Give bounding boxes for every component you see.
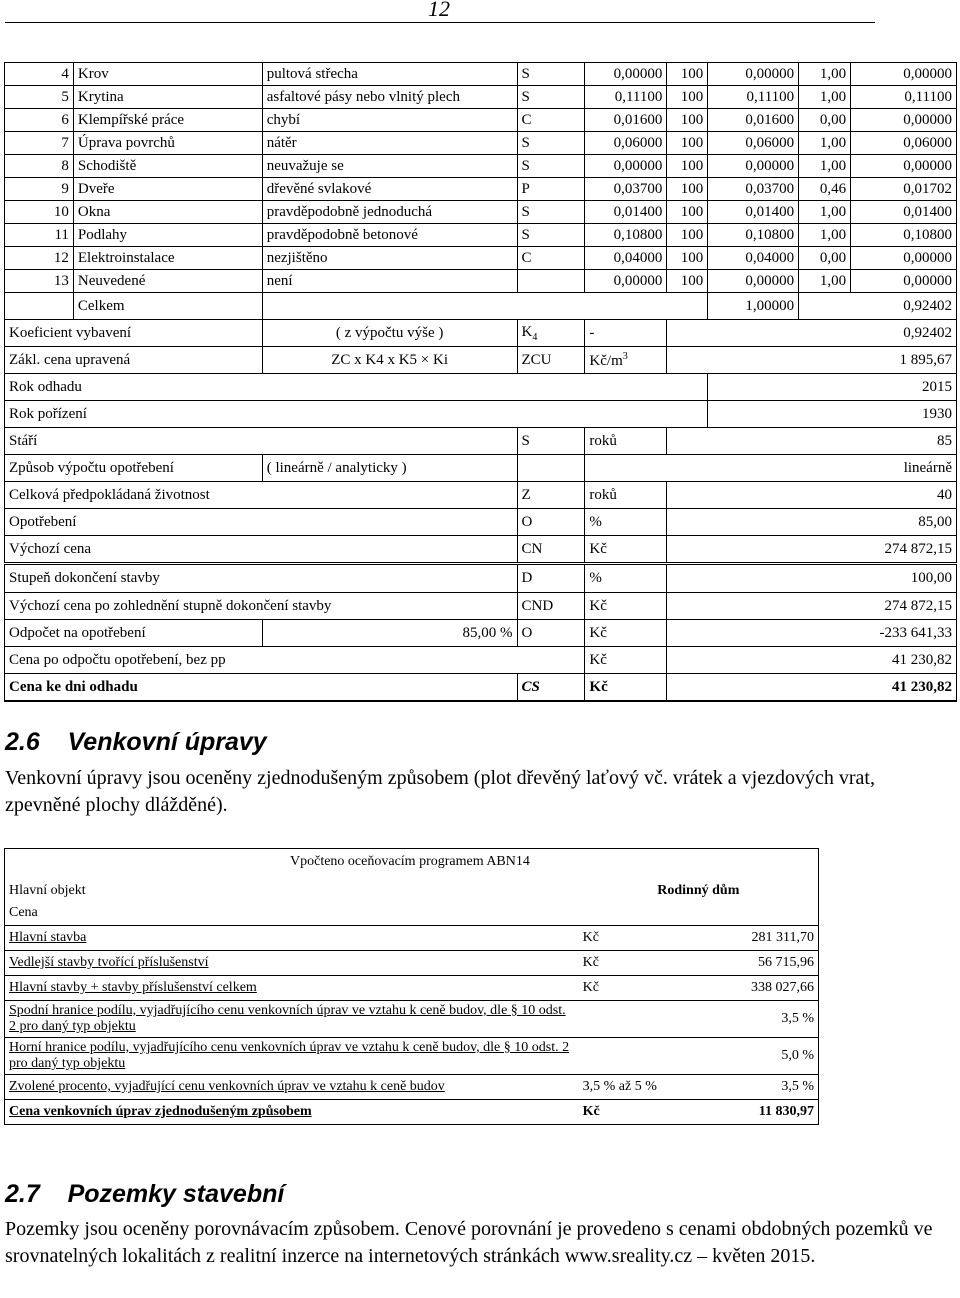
item-desc: nezjištěno: [262, 247, 517, 270]
abn-row-unit: 3,5 % až 5 %: [579, 1075, 704, 1100]
abn-row: [5, 1075, 819, 1100]
item-cat: C: [517, 109, 585, 132]
stupen-value: 100,00: [667, 564, 957, 593]
zpusob-value: lineárně: [585, 455, 957, 482]
item-pct: 100: [667, 63, 708, 86]
zakl-symbol: ZCU: [517, 347, 585, 374]
item-v2: 0,06000: [708, 132, 799, 155]
item-name: Neuvedené: [73, 270, 262, 293]
stupen-unit: %: [585, 564, 667, 593]
item-row: [5, 109, 957, 132]
abn-row-label: Horní hranice podílu, vyjadřujícího cenu venkovních úprav ve vztahu k ceně budov, dle § 10 odst. 2 pro daný typ objektu: [5, 1038, 579, 1075]
odpocet-value: -233 641,33: [667, 620, 957, 647]
rok-porizeni-value: 1930: [708, 401, 957, 428]
item-row: [5, 224, 957, 247]
item-res: 0,10800: [851, 224, 957, 247]
item-name: Dveře: [73, 178, 262, 201]
abn-cena-label: Cena: [5, 901, 819, 926]
item-desc: pravděpodobně betonové: [262, 224, 517, 247]
celkem-label: Celkem: [73, 293, 262, 320]
vychozi-symbol: CN: [517, 536, 585, 564]
item-cat: [517, 270, 585, 293]
abn-cena-row: [5, 901, 819, 926]
celkem-v2: 1,00000: [708, 293, 799, 320]
zakl-row: [5, 347, 957, 374]
item-v1: 0,01600: [585, 109, 667, 132]
vychozi-d-unit: Kč: [585, 593, 667, 620]
zivotnost-symbol: Z: [517, 482, 585, 509]
zivotnost-value: 40: [667, 482, 957, 509]
koef-label: Koeficient vybavení: [5, 320, 263, 347]
item-cat: S: [517, 86, 585, 109]
zivotnost-unit: roků: [585, 482, 667, 509]
item-cat: S: [517, 201, 585, 224]
abn-row-label: Vedlejší stavby tvořící příslušenství: [5, 951, 579, 976]
item-no: 10: [5, 201, 74, 224]
vychozi-d-row: [5, 593, 957, 620]
item-row: [5, 132, 957, 155]
abn-row-value: 281 311,70: [704, 926, 819, 951]
cena-ke-dni-label: Cena ke dni odhadu: [5, 674, 518, 702]
zivotnost-row: [5, 482, 957, 509]
koef-note: ( z výpočtu výše ): [262, 320, 517, 347]
item-v1: 0,11100: [585, 86, 667, 109]
item-v1: 0,00000: [585, 63, 667, 86]
header-rule: [5, 22, 875, 23]
abn-row-unit: [579, 1038, 704, 1075]
stari-value: 85: [667, 428, 957, 455]
item-v2: 0,00000: [708, 63, 799, 86]
item-v2: 0,01400: [708, 201, 799, 224]
koef-value: 0,92402: [667, 320, 957, 347]
item-k: 1,00: [799, 201, 851, 224]
section-2-7-text: Pozemky jsou oceněny porovnávacím způsobem. Cenové porovnání je provedeno s cenami obdobných pozemků ve srovnatelných lokalitách z realitní inzerce na internetových stránkách www.sreality.cz – květen 2015.: [5, 1218, 933, 1267]
item-res: 0,01702: [851, 178, 957, 201]
cena-ke-dni-value: 41 230,82: [667, 674, 957, 702]
item-v2: 0,04000: [708, 247, 799, 270]
stari-unit: roků: [585, 428, 667, 455]
item-res: 0,11100: [851, 86, 957, 109]
abn-hlavni-objekt-label: Hlavní objekt: [5, 849, 579, 902]
item-no: 9: [5, 178, 74, 201]
item-pct: 100: [667, 86, 708, 109]
item-res: 0,00000: [851, 247, 957, 270]
abn-row-value: 338 027,66: [704, 976, 819, 1001]
item-v1: 0,01400: [585, 201, 667, 224]
abn-row-unit: Kč: [579, 951, 704, 976]
abn-row-label: Cena venkovních úprav zjednodušeným způsobem: [5, 1100, 579, 1125]
section-heading-2-6: 2.6 Venkovní úpravy: [5, 728, 267, 756]
abn-row-label: Spodní hranice podílu, vyjadřujícího cenu venkovních úprav ve vztahu k ceně budov, dle § 10 odst. 2 pro daný typ objektu: [5, 1001, 579, 1038]
item-desc: pultová střecha: [262, 63, 517, 86]
item-no: 7: [5, 132, 74, 155]
odpocet-unit: Kč: [585, 620, 667, 647]
zakl-value: 1 895,67: [667, 347, 957, 374]
opotrebeni-row: [5, 509, 957, 536]
cena-ke-dni-symbol: CS: [517, 674, 585, 702]
item-k: 1,00: [799, 224, 851, 247]
item-pct: 100: [667, 224, 708, 247]
abn-row: [5, 1038, 819, 1075]
item-pct: 100: [667, 155, 708, 178]
cena-pp-row: [5, 647, 957, 674]
item-pct: 100: [667, 201, 708, 224]
zpusob-note: ( lineárně / analyticky ): [262, 455, 517, 482]
rok-odhadu-label: Rok odhadu: [5, 374, 708, 401]
abn-table: [4, 848, 819, 1125]
vychozi-d-value: 274 872,15: [667, 593, 957, 620]
item-no: 8: [5, 155, 74, 178]
vychozi-row: [5, 536, 957, 564]
item-pct: 100: [667, 109, 708, 132]
abn-row-label: Hlavní stavba: [5, 926, 579, 951]
item-v1: 0,04000: [585, 247, 667, 270]
stari-label: Stáří: [5, 428, 518, 455]
zakl-unit: $Kč/m^3$: [585, 347, 667, 374]
item-no: 5: [5, 86, 74, 109]
item-row: [5, 247, 957, 270]
item-res: 0,00000: [851, 155, 957, 178]
item-no: 11: [5, 224, 74, 247]
item-desc: neuvažuje se: [262, 155, 517, 178]
item-v1: 0,00000: [585, 270, 667, 293]
item-name: Podlahy: [73, 224, 262, 247]
vychozi-d-symbol: CND: [517, 593, 585, 620]
abn-header: Vpočteno oceňovacím programem ABN14: [290, 854, 530, 869]
abn-row-unit: Kč: [579, 976, 704, 1001]
koef-row: [5, 320, 957, 347]
koef-symbol: $K_4$: [517, 320, 585, 347]
item-cat: P: [517, 178, 585, 201]
item-k: 0,46: [799, 178, 851, 201]
rok-porizeni-row: [5, 401, 957, 428]
item-v1: 0,10800: [585, 224, 667, 247]
item-row: [5, 86, 957, 109]
zpusob-label: Způsob výpočtu opotřebení: [5, 455, 263, 482]
zakl-label: Zákl. cena upravená: [5, 347, 263, 374]
stupen-label: Stupeň dokončení stavby: [5, 564, 518, 593]
stupen-symbol: D: [517, 564, 585, 593]
abn-row-value: 5,0 %: [704, 1038, 819, 1075]
vychozi-d-label: Výchozí cena po zohlednění stupně dokončení stavby: [5, 593, 518, 620]
item-k: 1,00: [799, 132, 851, 155]
abn-row: [5, 951, 819, 976]
cena-pp-value: 41 230,82: [667, 647, 957, 674]
item-name: Okna: [73, 201, 262, 224]
item-desc: není: [262, 270, 517, 293]
item-k: 1,00: [799, 86, 851, 109]
abn-row: [5, 926, 819, 951]
item-no: 6: [5, 109, 74, 132]
item-res: 0,00000: [851, 63, 957, 86]
stupen-row: [5, 564, 957, 593]
item-v2: 0,00000: [708, 270, 799, 293]
celkem-result: 0,92402: [799, 293, 957, 320]
item-res: 0,01400: [851, 201, 957, 224]
item-v1: 0,03700: [585, 178, 667, 201]
abn-row-value: 3,5 %: [704, 1001, 819, 1038]
item-v1: 0,00000: [585, 155, 667, 178]
rok-porizeni-label: Rok pořízení: [5, 401, 708, 428]
abn-row-label: Zvolené procento, vyjadřující cenu venkovních úprav ve vztahu k ceně budov: [5, 1075, 579, 1100]
item-v2: 0,10800: [708, 224, 799, 247]
item-name: Úprava povrchů: [73, 132, 262, 155]
odpocet-row: [5, 620, 957, 647]
abn-row: [5, 1001, 819, 1038]
item-k: 0,00: [799, 247, 851, 270]
item-res: 0,00000: [851, 109, 957, 132]
valuation-table: [4, 62, 957, 702]
abn-row-unit: [579, 1001, 704, 1038]
item-name: Krytina: [73, 86, 262, 109]
celkem-row: [5, 293, 957, 320]
odpocet-pct: 85,00 %: [262, 620, 517, 647]
zakl-formula: ZC x K4 x K5 × Ki: [262, 347, 517, 374]
item-desc: dřevěné svlakové: [262, 178, 517, 201]
koef-unit: -: [585, 320, 667, 347]
item-no: 12: [5, 247, 74, 270]
abn-hlavni-objekt-value: Rodinný dům: [579, 849, 819, 902]
item-name: Klempířské práce: [73, 109, 262, 132]
item-cat: S: [517, 132, 585, 155]
item-k: 1,00: [799, 63, 851, 86]
item-v2: 0,03700: [708, 178, 799, 201]
item-pct: 100: [667, 132, 708, 155]
odpocet-symbol: O: [517, 620, 585, 647]
item-row: [5, 178, 957, 201]
vychozi-value: 274 872,15: [667, 536, 957, 564]
opotrebeni-label: Opotřebení: [5, 509, 518, 536]
abn-row-unit: Kč: [579, 1100, 704, 1125]
item-desc: asfaltové pásy nebo vlnitý plech: [262, 86, 517, 109]
abn-row-unit: Kč: [579, 926, 704, 951]
item-cat: S: [517, 224, 585, 247]
section-heading-2-7: 2.7 Pozemky stavební: [5, 1180, 285, 1208]
cena-pp-unit: Kč: [585, 647, 667, 674]
cena-pp-label: Cena po odpočtu opotřebení, bez pp: [5, 647, 585, 674]
item-name: Schodiště: [73, 155, 262, 178]
abn-row: [5, 1100, 819, 1125]
item-desc: nátěr: [262, 132, 517, 155]
item-name: Krov: [73, 63, 262, 86]
item-v2: 0,00000: [708, 155, 799, 178]
cena-ke-dni-unit: Kč: [585, 674, 667, 702]
vychozi-label: Výchozí cena: [5, 536, 518, 564]
item-no: 13: [5, 270, 74, 293]
vychozi-unit: Kč: [585, 536, 667, 564]
page-number: 12: [428, 0, 450, 21]
opotrebeni-value: 85,00: [667, 509, 957, 536]
item-row: [5, 155, 957, 178]
item-name: Elektroinstalace: [73, 247, 262, 270]
item-res: 0,00000: [851, 270, 957, 293]
item-no: 4: [5, 63, 74, 86]
item-k: 1,00: [799, 270, 851, 293]
item-v1: 0,06000: [585, 132, 667, 155]
abn-row: [5, 976, 819, 1001]
item-desc: pravděpodobně jednoduchá: [262, 201, 517, 224]
item-pct: 100: [667, 247, 708, 270]
stari-symbol: S: [517, 428, 585, 455]
opotrebeni-symbol: O: [517, 509, 585, 536]
item-v2: 0,01600: [708, 109, 799, 132]
item-pct: 100: [667, 270, 708, 293]
rok-odhadu-row: [5, 374, 957, 401]
zivotnost-label: Celková předpokládaná životnost: [5, 482, 518, 509]
item-row: [5, 201, 957, 224]
opotrebeni-unit: %: [585, 509, 667, 536]
stari-row: [5, 428, 957, 455]
item-pct: 100: [667, 178, 708, 201]
item-desc: chybí: [262, 109, 517, 132]
item-row: [5, 270, 957, 293]
item-v2: 0,11100: [708, 86, 799, 109]
item-k: 0,00: [799, 109, 851, 132]
item-cat: S: [517, 155, 585, 178]
abn-row-value: 56 715,96: [704, 951, 819, 976]
section-2-6-text: Venkovní úpravy jsou oceněny zjednodušeným způsobem (plot dřevěný laťový vč. vrátek a vjezdových vrat, zpevněné plochy dlážděné).: [5, 767, 875, 816]
cena-ke-dni-row: [5, 674, 957, 702]
abn-row-value: 3,5 %: [704, 1075, 819, 1100]
item-cat: S: [517, 63, 585, 86]
item-row: [5, 63, 957, 86]
abn-row-label: Hlavní stavby + stavby příslušenství celkem: [5, 976, 579, 1001]
odpocet-label: Odpočet na opotřebení: [5, 620, 263, 647]
abn-row-value: 11 830,97: [704, 1100, 819, 1125]
item-k: 1,00: [799, 155, 851, 178]
item-cat: C: [517, 247, 585, 270]
item-res: 0,06000: [851, 132, 957, 155]
rok-odhadu-value: 2015: [708, 374, 957, 401]
zpusob-row: [5, 455, 957, 482]
